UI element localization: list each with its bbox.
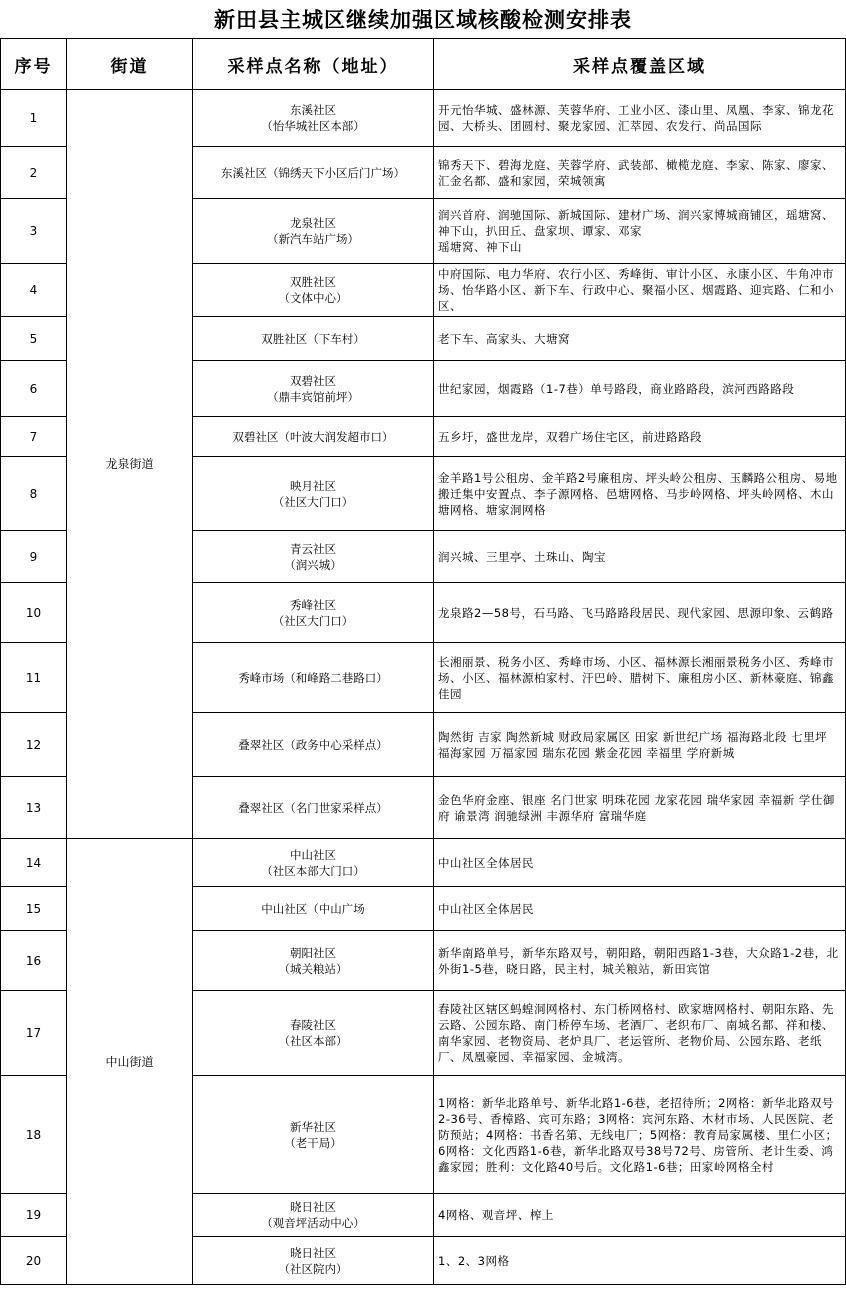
- site-name: 龙泉社区: [290, 216, 336, 230]
- site-cell: [193, 531, 434, 583]
- site-cell: [193, 1237, 434, 1285]
- coverage-area: 中府国际、电力华府、农行小区、秀峰街、审计小区、永康小区、牛角冲市场、怡华路小区、新下车、行政中心、聚福小区、烟霞路、迎宾路、仁和小区、: [434, 264, 846, 317]
- site-cell: [193, 361, 434, 417]
- coverage-area: 润兴城、三里亭、土珠山、陶宝: [434, 531, 846, 583]
- site-address: （社区大门口）: [272, 494, 354, 509]
- row-seq: 10: [1, 583, 67, 643]
- row-seq: 3: [1, 199, 67, 264]
- site-name: 晓日社区: [290, 1200, 336, 1214]
- row-seq: 5: [1, 317, 67, 361]
- coverage-area: 新华南路单号，新华东路双号，朝阳路，朝阳西路1-3巷，大众路1-2巷，北外街1-5巷，晓日路，民主村，城关粮站，新田宾馆: [434, 931, 846, 991]
- site-cell: [193, 583, 434, 643]
- coverage-area: 中山社区全体居民: [434, 839, 846, 887]
- site-name: 中山社区（中山广场: [261, 901, 365, 916]
- row-seq: 19: [1, 1194, 67, 1237]
- site-name: 东溪社区: [290, 103, 336, 117]
- coverage-area: 五乡圩，盛世龙岸，双碧广场住宅区，前进路路段: [434, 417, 846, 457]
- coverage-area: 润兴首府、润驰国际、新城国际、建材广场、润兴家博城商铺区，瑶塘窝、神下山，扒田丘、盘家坝、谭家、邓家 瑶塘窝、神下山: [434, 199, 846, 264]
- row-seq: 2: [1, 147, 67, 199]
- site-cell: [193, 777, 434, 839]
- site-name: 中山社区: [290, 847, 336, 862]
- header-site: 采样点名称（地址）: [193, 39, 434, 90]
- row-seq: 16: [1, 931, 67, 991]
- coverage-area: 1、2、3网格: [434, 1237, 846, 1285]
- coverage-area: 金羊路1号公租房、金羊路2号廉租房、坪头岭公租房、玉麟路公租房、易地搬迁集中安置点、李子源网格、邑塘网格、马步岭网格、坪头岭网格、木山塘网格、塘家洞网格: [434, 457, 846, 531]
- site-name: 叠翠社区（政务中心采样点）: [238, 737, 388, 752]
- coverage-area: 4网格、观音坪、榨上: [434, 1194, 846, 1237]
- site-cell: [193, 887, 434, 931]
- site-cell: [193, 317, 434, 361]
- coverage-area: 陶然街 吉家 陶然新城 财政局家属区 田家 新世纪广场 福海路北段 七里坪 福海家园 万福家园 瑞东花园 紫金花园 幸福里 学府新城: [434, 713, 846, 777]
- site-address: （文体中心）: [278, 291, 348, 305]
- site-cell: [193, 457, 434, 531]
- page-title: 新田县主城区继续加强区域核酸检测安排表: [214, 7, 632, 32]
- row-seq: 15: [1, 887, 67, 931]
- site-address: （观音坪活动中心）: [261, 1216, 365, 1230]
- site-cell: [193, 1076, 434, 1194]
- row-seq: 11: [1, 643, 67, 713]
- coverage-area: 锦秀天下、碧海龙庭、芙蓉学府、武装部、橄榄龙庭、李家、陈家、廖家、汇金名都、盛和家园，荣城领寓: [434, 147, 846, 199]
- row-seq: 4: [1, 264, 67, 317]
- schedule-table: [0, 38, 846, 1285]
- site-name: 秀峰市场（和峰路二巷路口）: [238, 670, 388, 685]
- street-cell: 龙泉街道: [67, 90, 193, 839]
- site-address: （社区大门口）: [272, 613, 354, 628]
- site-cell: [193, 991, 434, 1076]
- site-name: 东溪社区（锦绣天下小区后门广场）: [221, 165, 405, 180]
- street-cell: 中山街道: [67, 839, 193, 1285]
- row-seq: 12: [1, 713, 67, 777]
- site-cell: [193, 931, 434, 991]
- row-seq: 7: [1, 417, 67, 457]
- site-cell: [193, 713, 434, 777]
- site-address: （怡华城社区本部）: [261, 119, 365, 133]
- site-name: 新华社区: [290, 1119, 336, 1134]
- site-address: （城关粮站）: [278, 961, 348, 976]
- coverage-area: 金色华府金座、银座 名门世家 明珠花园 龙家花园 瑞华家园 幸福新 学仕御府 谕景湾 润驰绿洲 丰源华府 富瑞华庭: [434, 777, 846, 839]
- coverage-area: 中山社区全体居民: [434, 887, 846, 931]
- site-name: 秀峰社区: [290, 597, 336, 612]
- site-cell: [193, 417, 434, 457]
- coverage-area: 老下车、高家头、大塘窝: [434, 317, 846, 361]
- header-seq: 序号: [1, 39, 67, 90]
- row-seq: 6: [1, 361, 67, 417]
- table-row: [1, 839, 846, 887]
- header-street: 街道: [67, 39, 193, 90]
- site-name: 双碧社区: [290, 373, 336, 388]
- header-area: 采样点覆盖区域: [434, 39, 846, 90]
- site-cell: [193, 643, 434, 713]
- row-seq: 9: [1, 531, 67, 583]
- header-row: [1, 39, 846, 90]
- coverage-area: 龙泉路2—58号，石马路、飞马路路段居民、现代家园、思源印象、云鹤路: [434, 583, 846, 643]
- row-seq: 17: [1, 991, 67, 1076]
- coverage-area: 长湘丽景、税务小区、秀峰市场、小区、福林源长湘丽景税务小区、秀峰市场、小区、福林源柏家村、汗巴岭、腊树下、廉租房小区、新林豪庭、锦鑫佳园: [434, 643, 846, 713]
- site-name: 青云社区: [290, 541, 336, 556]
- site-address: （鼎丰宾馆前坪）: [267, 389, 359, 404]
- row-seq: 13: [1, 777, 67, 839]
- coverage-area: 开元怡华城、盛林源、芙蓉华府、工业小区、漆山里、凤凰、李家、锦龙花园、大桥头、团圆村、聚龙家园、汇萃园、农发行、尚品国际: [434, 90, 846, 147]
- site-name: 朝阳社区: [290, 945, 336, 960]
- site-name: 晓日社区: [290, 1245, 336, 1260]
- row-seq: 14: [1, 839, 67, 887]
- coverage-area: 舂陵社区辖区蚂蝗洞网格村、东门桥网格村、欧家塘网格村、朝阳东路、先云路、公园东路、南门桥停车场、老酒厂、老织布厂、南城名都、祥和楼、南华家园、老物资局、老炉具厂、老运管所、老物价局、公园东路、老纸厂、凤凰豪园、幸福家园、金城湾。: [434, 991, 846, 1076]
- site-address: （老干局）: [284, 1135, 342, 1150]
- site-name: 双碧社区（叶波大润发超市口）: [232, 429, 394, 444]
- site-cell: [193, 147, 434, 199]
- site-name: 春陵社区: [290, 1018, 336, 1032]
- row-seq: 20: [1, 1237, 67, 1285]
- site-cell: [193, 1194, 434, 1237]
- row-seq: 8: [1, 457, 67, 531]
- table-row: [1, 90, 846, 147]
- site-name: 映月社区: [290, 478, 336, 493]
- site-address: （社区本部）: [278, 1034, 348, 1048]
- site-cell: [193, 839, 434, 887]
- site-cell: [193, 90, 434, 147]
- site-address: （社区本部大门口）: [261, 863, 365, 878]
- site-address: （润兴城）: [284, 557, 342, 572]
- site-name: 双胜社区（下车村）: [261, 331, 365, 346]
- site-address: （新汽车站广场）: [267, 232, 359, 246]
- row-seq: 18: [1, 1076, 67, 1194]
- site-name: 双胜社区: [290, 275, 336, 289]
- site-cell: [193, 264, 434, 317]
- row-seq: 1: [1, 90, 67, 147]
- coverage-area: 1网格：新华北路单号、新华北路1-6巷，老招待所；2网格：新华北路双号2-36号、香樟路、宾可东路；3网格：宾河东路、木材市场、人民医院、老防预站；4网格：书香名第、无线电厂；5网格：教育局家属楼、里仁小区；6网格：文化西路1-6巷，新华北路双号38号72号、房管所、老计生委、鸿鑫家园；胜利：文化路40号后。文化路1-6巷；田家岭网格全村: [434, 1076, 846, 1194]
- site-cell: [193, 199, 434, 264]
- coverage-area: 世纪家园，烟霞路（1-7巷）单号路段，商业路路段，滨河西路路段: [434, 361, 846, 417]
- site-name: 叠翠社区（名门世家采样点）: [238, 800, 388, 815]
- site-address: （社区院内）: [278, 1261, 348, 1276]
